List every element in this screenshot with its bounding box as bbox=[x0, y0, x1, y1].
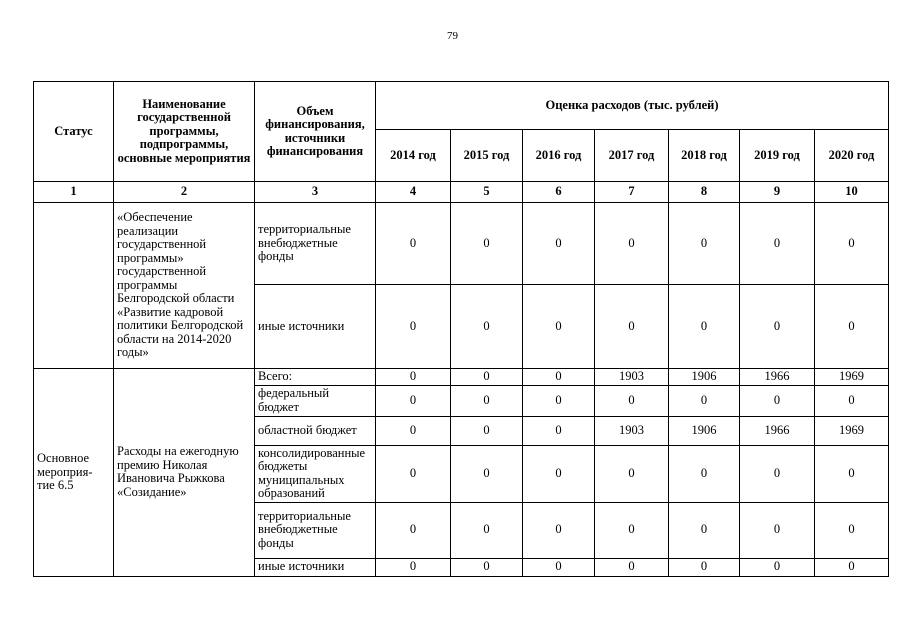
funding-source-cell: территориальные внебюджетные фонды bbox=[255, 203, 376, 285]
value-cell: 0 bbox=[451, 385, 523, 416]
header-row bbox=[34, 82, 889, 130]
value-cell: 0 bbox=[669, 502, 740, 558]
value-cell: 0 bbox=[669, 385, 740, 416]
column-number: 8 bbox=[669, 182, 740, 203]
value-cell: 1903 bbox=[595, 416, 669, 445]
value-cell: 0 bbox=[815, 203, 889, 285]
status-cell bbox=[34, 203, 114, 369]
funding-source-cell: Всего: bbox=[255, 369, 376, 386]
column-number: 4 bbox=[376, 182, 451, 203]
financing-table bbox=[33, 81, 889, 577]
value-cell: 0 bbox=[595, 285, 669, 369]
funding-source-cell: федеральный бюджет bbox=[255, 385, 376, 416]
table-row bbox=[34, 369, 889, 386]
value-cell: 0 bbox=[815, 502, 889, 558]
value-cell: 1969 bbox=[815, 369, 889, 386]
value-cell: 1906 bbox=[669, 416, 740, 445]
value-cell: 0 bbox=[595, 502, 669, 558]
value-cell: 0 bbox=[669, 203, 740, 285]
column-number: 2 bbox=[114, 182, 255, 203]
value-cell: 0 bbox=[740, 385, 815, 416]
value-cell: 0 bbox=[523, 416, 595, 445]
page-number: 79 bbox=[447, 30, 458, 42]
program-name-cell: «Обеспечение реализации государственной программы» государственной программы Белгородской области «Развитие кадровой политики Белгородской области на 2014-2020 годы» bbox=[114, 203, 255, 369]
column-number: 10 bbox=[815, 182, 889, 203]
column-number: 5 bbox=[451, 182, 523, 203]
value-cell: 1969 bbox=[815, 416, 889, 445]
column-number-row bbox=[34, 182, 889, 203]
value-cell: 0 bbox=[740, 558, 815, 576]
value-cell: 0 bbox=[376, 385, 451, 416]
value-cell: 1903 bbox=[595, 369, 669, 386]
value-cell: 0 bbox=[740, 203, 815, 285]
value-cell: 0 bbox=[451, 203, 523, 285]
value-cell: 0 bbox=[523, 502, 595, 558]
value-cell: 0 bbox=[523, 203, 595, 285]
value-cell: 0 bbox=[595, 445, 669, 502]
header-estimate: Оценка расходов (тыс. рублей) bbox=[376, 82, 889, 130]
column-number: 1 bbox=[34, 182, 114, 203]
header-year: 2018 год bbox=[669, 130, 740, 182]
column-number: 3 bbox=[255, 182, 376, 203]
value-cell: 0 bbox=[523, 369, 595, 386]
header-year: 2014 год bbox=[376, 130, 451, 182]
value-cell: 0 bbox=[451, 502, 523, 558]
funding-source-cell: консолидированные бюджеты муниципальных образований bbox=[255, 445, 376, 502]
header-volume: Объем финансирования, источники финансирования bbox=[255, 82, 376, 182]
header-year: 2016 год bbox=[523, 130, 595, 182]
funding-source-cell: иные источники bbox=[255, 285, 376, 369]
value-cell: 0 bbox=[451, 285, 523, 369]
column-number: 7 bbox=[595, 182, 669, 203]
funding-source-cell: иные источники bbox=[255, 558, 376, 576]
value-cell: 0 bbox=[376, 502, 451, 558]
value-cell: 1966 bbox=[740, 369, 815, 386]
funding-source-cell: территориальные внебюджетные фонды bbox=[255, 502, 376, 558]
value-cell: 0 bbox=[595, 558, 669, 576]
value-cell: 0 bbox=[740, 445, 815, 502]
value-cell: 1966 bbox=[740, 416, 815, 445]
value-cell: 0 bbox=[815, 385, 889, 416]
value-cell: 0 bbox=[740, 285, 815, 369]
value-cell: 0 bbox=[523, 385, 595, 416]
header-name: Наименование государственной программы, подпрограммы, основные мероприятия bbox=[114, 82, 255, 182]
value-cell: 0 bbox=[595, 385, 669, 416]
column-number: 9 bbox=[740, 182, 815, 203]
value-cell: 0 bbox=[523, 285, 595, 369]
value-cell: 0 bbox=[815, 285, 889, 369]
header-status: Статус bbox=[34, 82, 114, 182]
value-cell: 0 bbox=[376, 203, 451, 285]
value-cell: 0 bbox=[451, 558, 523, 576]
value-cell: 0 bbox=[669, 445, 740, 502]
header-year: 2017 год bbox=[595, 130, 669, 182]
value-cell: 0 bbox=[595, 203, 669, 285]
value-cell: 0 bbox=[376, 558, 451, 576]
value-cell: 0 bbox=[376, 285, 451, 369]
value-cell: 0 bbox=[523, 558, 595, 576]
header-year: 2019 год bbox=[740, 130, 815, 182]
funding-source-cell: областной бюджет bbox=[255, 416, 376, 445]
status-cell: Основное мероприя-тие 6.5 bbox=[34, 369, 114, 577]
value-cell: 0 bbox=[740, 502, 815, 558]
value-cell: 0 bbox=[376, 445, 451, 502]
value-cell: 0 bbox=[451, 416, 523, 445]
value-cell: 0 bbox=[669, 558, 740, 576]
value-cell: 1906 bbox=[669, 369, 740, 386]
program-name-cell: Расходы на ежегодную премию Николая Ивановича Рыжкова «Созидание» bbox=[114, 369, 255, 577]
table-row bbox=[34, 203, 889, 285]
value-cell: 0 bbox=[451, 369, 523, 386]
value-cell: 0 bbox=[815, 445, 889, 502]
value-cell: 0 bbox=[815, 558, 889, 576]
value-cell: 0 bbox=[451, 445, 523, 502]
value-cell: 0 bbox=[376, 416, 451, 445]
header-year: 2015 год bbox=[451, 130, 523, 182]
value-cell: 0 bbox=[523, 445, 595, 502]
header-year: 2020 год bbox=[815, 130, 889, 182]
value-cell: 0 bbox=[376, 369, 451, 386]
value-cell: 0 bbox=[669, 285, 740, 369]
column-number: 6 bbox=[523, 182, 595, 203]
